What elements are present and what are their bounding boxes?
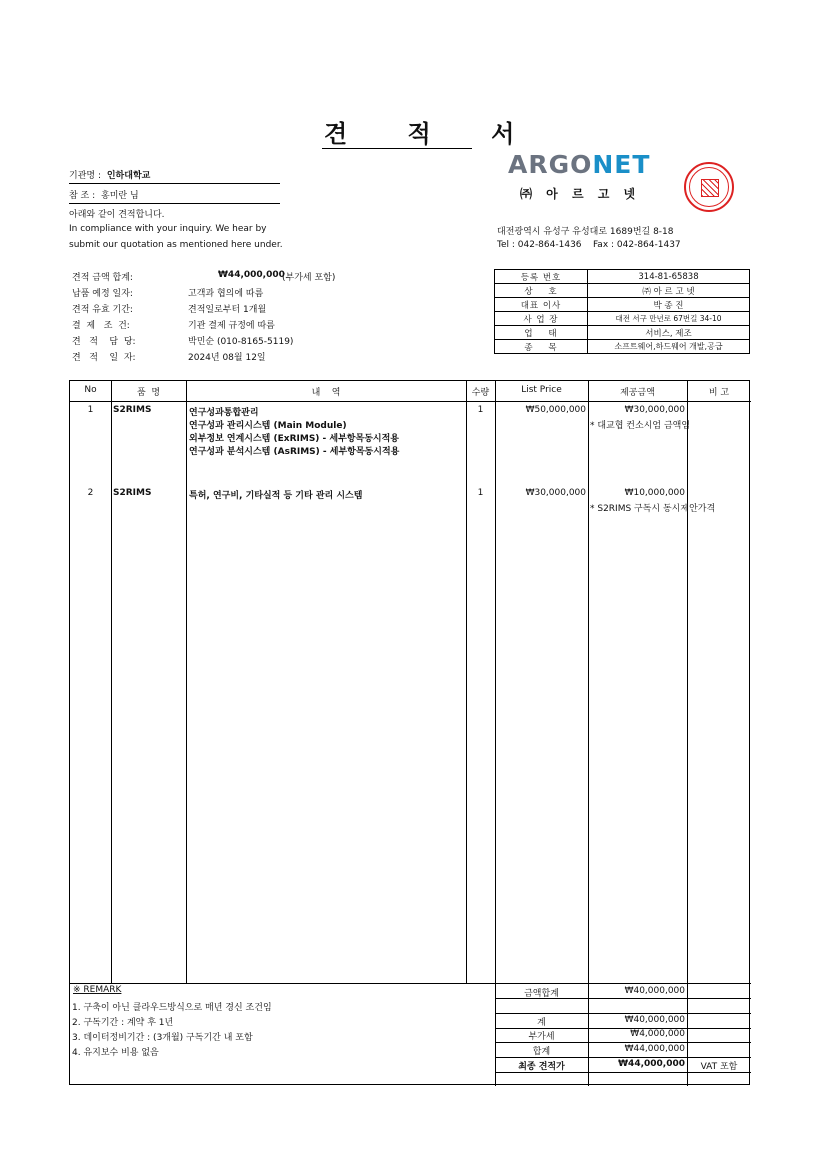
intro-en-1: In compliance with your inquiry. We hear by — [69, 224, 267, 234]
summary-row: 견 적 담 당: 박민순 (010-8165-5119) — [72, 337, 294, 347]
ref-line — [69, 188, 280, 204]
row1-list-price: ₩50,000,000 — [525, 405, 586, 415]
vat-value: ₩4,000,000 — [630, 1029, 685, 1039]
header-product: 품 명 — [136, 388, 161, 398]
total-value: ₩40,000,000 — [624, 986, 685, 996]
header-description: 내 역 — [311, 388, 341, 398]
remark-item: 4. 유지보수 비용 없음 — [72, 1048, 159, 1058]
supplier-contact: Tel : 042-864-1436 Fax : 042-864-1437 — [497, 240, 681, 250]
info-row: 등록 번호 314-81-65838 — [495, 270, 750, 284]
summary-row: 견 적 일 자: 2024년 08월 12일 — [72, 353, 266, 363]
row2-no: 2 — [87, 488, 94, 498]
org-label: 기관명 : — [69, 171, 101, 181]
info-row: 업 태 서비스, 제조 — [495, 326, 750, 340]
row2-qty: 1 — [477, 488, 484, 498]
summary-row: 납품 예정 일자: 고객과 협의에 따름 — [72, 289, 264, 299]
row2-note: * S2RIMS 구독시 동시제안가격 — [590, 504, 716, 514]
items-table — [69, 380, 750, 1085]
quote-summary — [72, 270, 472, 366]
intro-en-2: submit our quotation as mentioned here under. — [69, 240, 283, 250]
subtotal-value: ₩40,000,000 — [624, 1015, 685, 1025]
summary-row: 견적 유효 기간: 견적일로부터 1개월 — [72, 305, 267, 315]
header-offer-price: 제공금액 — [620, 388, 655, 398]
ref-label: 참 조 : — [69, 191, 96, 201]
header-list-price: List Price — [521, 385, 562, 395]
info-row: 종 목 소프트웨어,하드웨어 개발,공급 — [495, 340, 750, 354]
org-value: 인하대학교 — [106, 171, 151, 181]
logo-argo-text: ARGO — [508, 150, 593, 179]
remark-item: 1. 구축이 아닌 클라우드방식으로 매년 경신 조건임 — [72, 1003, 272, 1013]
supplier-info-table — [494, 269, 750, 354]
info-row: 대표 이사 박 종 진 — [495, 298, 750, 312]
document-title: 견 적 서 — [324, 120, 541, 148]
final-quote-note: VAT 포함 — [700, 1062, 738, 1072]
remark-title: ※ REMARK — [73, 985, 122, 995]
row2-product: S2RIMS — [113, 488, 152, 498]
row1-offer-price: ₩30,000,000 — [624, 405, 685, 415]
remark-item: 2. 구독기간 : 계약 후 1년 — [72, 1018, 174, 1028]
company-seal-icon — [684, 162, 734, 212]
remark-item: 3. 데이터정비기간 : (3개월) 구독기간 내 포함 — [72, 1033, 253, 1043]
row1-desc-line: 연구성과 분석시스템 (AsRIMS) - 세부항목동시적용 — [189, 447, 400, 457]
final-quote-label: 최종 견적가 — [518, 1062, 565, 1072]
intro-ko: 아래와 같이 견적합니다. — [69, 210, 165, 220]
header-note: 비 고 — [708, 388, 730, 398]
row1-desc-line: 외부정보 연계시스템 (ExRIMS) - 세부항목동시적용 — [189, 434, 399, 444]
org-line — [69, 168, 280, 184]
row2-offer-price: ₩10,000,000 — [624, 488, 685, 498]
subtotal-label: 계 — [537, 1018, 546, 1028]
logo-net-text: NET — [592, 150, 651, 179]
info-row: 사 업 장 대전 서구 만년로 67번길 34-10 — [495, 312, 750, 326]
row1-qty: 1 — [477, 405, 484, 415]
company-logo — [508, 150, 650, 179]
info-row: 상 호 ㈜ 아 르 고 넷 — [495, 284, 750, 298]
row1-desc-line: 연구성과통합관리 — [189, 408, 259, 418]
row1-no: 1 — [87, 405, 94, 415]
row1-desc-line: 연구성과 관리시스템 (Main Module) — [189, 421, 347, 431]
header-no: No — [84, 385, 97, 395]
ref-value: 홍미란 님 — [101, 191, 139, 201]
vat-label: 부가세 — [528, 1032, 555, 1042]
row1-product: S2RIMS — [113, 405, 152, 415]
supplier-address: 대전광역시 유성구 유성대로 1689번길 8-18 — [497, 227, 674, 237]
header-qty: 수량 — [471, 388, 490, 398]
total-label: 금액합계 — [524, 989, 559, 999]
sum-value: ₩44,000,000 — [624, 1044, 685, 1054]
row1-note: * 대교협 컨소시엄 금액임 — [590, 421, 691, 431]
row2-list-price: ₩30,000,000 — [525, 488, 586, 498]
row2-desc-line: 특허, 연구비, 기타실적 등 기타 관리 시스템 — [189, 491, 363, 501]
sum-label: 합계 — [532, 1047, 551, 1057]
company-name: ㈜ 아 르 고 넷 — [520, 187, 641, 201]
final-quote-value: ₩44,000,000 — [618, 1059, 685, 1069]
summary-row: 결 제 조 건: 기관 결제 규정에 따름 — [72, 321, 275, 331]
summary-row-total: 견적 금액 합계: ₩44,000,000 (부가세 포함) — [72, 270, 336, 283]
